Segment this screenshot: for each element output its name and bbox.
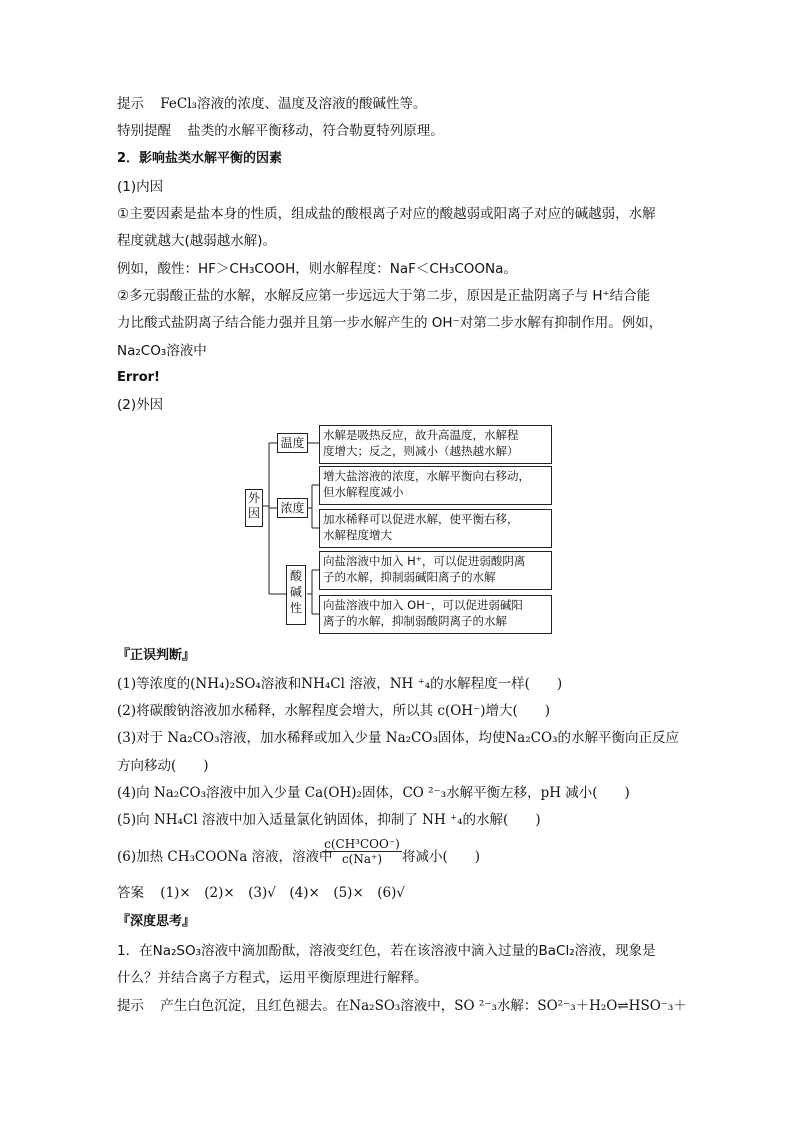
judge-item-6-suffix: 将减小( ) [402,849,481,865]
hint-label: 提示 [117,96,144,112]
error-text: Error! [117,370,160,385]
diagram-label-concentration: 浓度 [277,498,308,518]
point2-line2: 力比酸式盐阴离子结合能力强并且第一步水解产生的 OH⁻对第二步水解有抑制作用。例如， [117,315,663,331]
diagram-box-concentration-1 [319,466,552,505]
judge-item-5: (5)向 NH₄Cl 溶液中加入适量氯化钠固体，抑制了 NH ⁺₄的水解( ) [117,812,541,828]
think-hint-text: 产生白色沉淀，且红色褪去。在Na₂SO₃溶液中，SO ²⁻₃水解：SO²⁻₃＋H₂O⇌HSO⁻₃＋ [160,998,687,1014]
deep-think-title: 『深度思考』 [117,914,196,929]
example-line: 例如，酸性：HF＞CH₃COOH，则水解程度：NaF＜CH₃COONa。 [117,261,517,277]
diagram-label-temperature: 温度 [277,433,308,453]
diagram-box-acidity-1 [319,551,552,590]
judge-item-3b: 方向移动( ) [117,758,209,774]
diagram-label-acidity: 酸碱性 [286,565,306,625]
judge-item-6-prefix: (6)加热 CH₃COONa 溶液，溶液中 [117,849,333,865]
judge-item-2: (2)将碳酸钠溶液加水稀释，水解程度会增大，所以其 c(OH⁻)增大( ) [117,703,551,719]
diagram-box-acidity-2 [319,595,552,634]
diagram-root-external: 外因 [245,489,263,527]
fraction-numerator: c(CH³COO⁻) [322,837,402,852]
box-line: 水解是吸热反应，故升高温度，水解程 [323,428,519,442]
judge-item-6-fraction [322,837,402,866]
answer-label: 答案 [117,885,144,901]
hint-text: FeCl₃溶液的浓度、温度及溶液的酸碱性等。 [160,96,427,112]
think-question-line2: 什么？并结合离子方程式，运用平衡原理进行解释。 [117,970,428,986]
box-line: 但水解程度减小 [323,485,404,499]
point2-line1: ②多元弱酸正盐的水解，水解反应第一步远远大于第二步，原因是正盐阴离子与 H⁺结合能 [117,288,651,304]
judge-item-4: (4)向 Na₂CO₃溶液中加入少量 Ca(OH)₂固体，CO ²⁻₃水解平衡左移，pH 减小( ) [117,785,630,801]
diagram-box-temperature [319,425,552,464]
think-hint-line [117,996,687,1016]
box-line: 向盐溶液中加入 H⁺，可以促进弱酸阴离 [323,554,526,568]
think-hint-label: 提示 [117,998,144,1014]
special-note-label: 特别提醒 [117,123,171,139]
think-question-line1: 1．在Na₂SO₃溶液中滴加酚酞，溶液变红色，若在该溶液中滴入过量的BaCl₂溶液，现象是 [117,943,656,959]
box-line: 增大盐溶液的浓度，水解平衡向右移动， [323,469,530,483]
box-line: 子的水解，抑制弱碱阳离子的水解 [323,570,496,584]
judge-section-title: 『正误判断』 [117,648,196,663]
box-line: 离子的水解，抑制弱酸阴离子的水解 [323,614,507,628]
point1-line1: ①主要因素是盐本身的性质，组成盐的酸根离子对应的酸越弱或阳离子对应的碱越弱，水解 [117,206,656,222]
internal-factor-title: (1)内因 [117,179,164,195]
box-line: 加水稀释可以促进水解，使平衡右移， [323,512,519,526]
judge-item-3a: (3)对于 Na₂CO₃溶液，加水稀释或加入少量 Na₂CO₃固体，均使Na₂CO₃的水解平衡向正反应 [117,730,679,746]
point2-line3: Na₂CO₃溶液中 [117,343,207,359]
answer-line [117,883,405,903]
external-factor-title: (2)外因 [117,397,164,413]
answer-text: (1)× (2)× (3)√ (4)× (5)× (6)√ [160,885,405,901]
diagram-box-concentration-2 [319,509,552,548]
special-note-text: 盐类的水解平衡移动，符合勒夏特列原理。 [187,123,444,139]
fraction-denominator: c(Na⁺) [341,852,383,866]
box-line: 水解程度增大 [323,528,392,542]
section-title: 2．影响盐类水解平衡的因素 [117,151,283,166]
box-line: 度增大；反之，则减小（越热越水解） [323,444,519,458]
box-line: 向盐溶液中加入 OH⁻，可以促进弱碱阳 [323,598,523,612]
judge-item-1: (1)等浓度的(NH₄)₂SO₄溶液和NH₄Cl 溶液，NH ⁺₄的水解程度一样( ) [117,676,563,692]
point1-line2: 程度就越大(越弱越水解)。 [117,233,277,249]
